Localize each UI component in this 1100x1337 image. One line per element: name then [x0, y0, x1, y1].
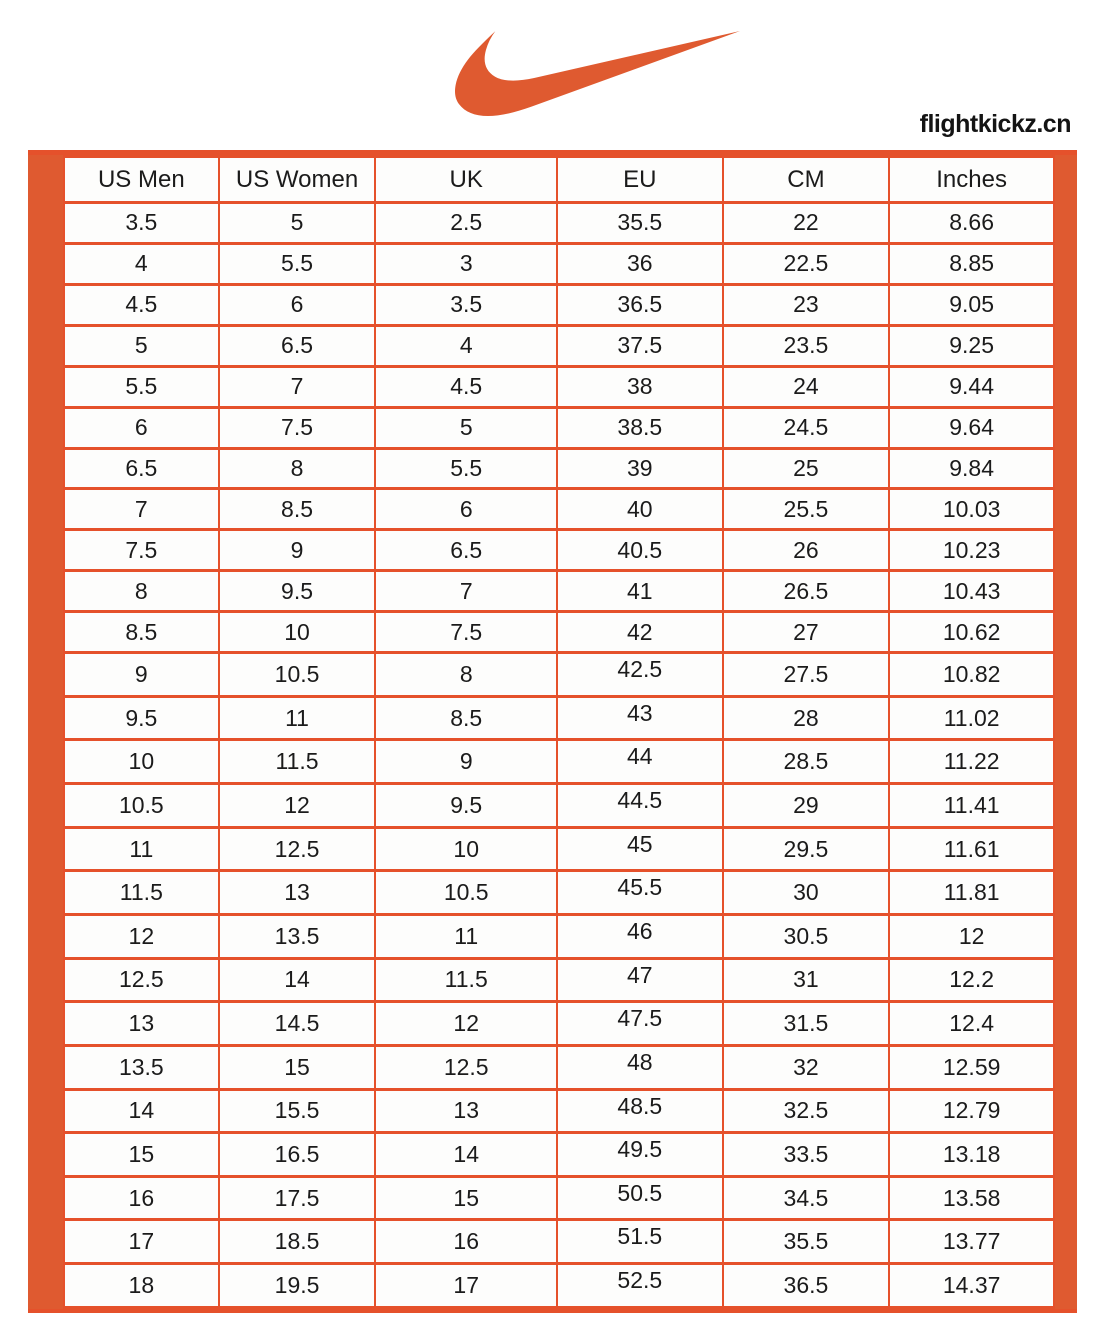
table-row — [64, 1133, 1054, 1177]
size-cell-eu: 42 — [557, 612, 723, 653]
size-cell-uk: 3.5 — [375, 284, 557, 325]
column-header-eu: EU — [557, 157, 723, 203]
size-cell-cm: 25 — [723, 448, 890, 489]
size-cell-eu: 45.5 — [557, 871, 723, 915]
table-row — [64, 1264, 1054, 1308]
size-cell-us-men: 6 — [64, 407, 219, 448]
size-cell-uk: 10.5 — [375, 871, 557, 915]
size-cell-inches: 10.43 — [889, 571, 1054, 612]
table-row — [64, 284, 1054, 325]
size-cell-uk: 9.5 — [375, 784, 557, 828]
size-cell-inches: 12.2 — [889, 958, 1054, 1002]
size-cell-us-men: 8 — [64, 571, 219, 612]
size-cell-inches: 12.4 — [889, 1002, 1054, 1046]
size-cell-inches: 11.61 — [889, 827, 1054, 871]
size-cell-cm: 28 — [723, 696, 890, 740]
size-cell-eu: 40.5 — [557, 530, 723, 571]
size-cell-us-women: 19.5 — [219, 1264, 376, 1308]
size-cell-us-men: 3.5 — [64, 203, 219, 244]
size-cell-cm: 27.5 — [723, 653, 890, 697]
size-cell-eu: 40 — [557, 489, 723, 530]
size-cell-uk: 12.5 — [375, 1045, 557, 1089]
size-cell-us-women: 11 — [219, 696, 376, 740]
size-cell-us-men: 7.5 — [64, 530, 219, 571]
size-cell-inches: 8.85 — [889, 243, 1054, 284]
size-cell-cm: 35.5 — [723, 1220, 890, 1264]
table-row — [64, 958, 1054, 1002]
size-cell-us-women: 6 — [219, 284, 376, 325]
size-cell-eu: 47.5 — [557, 1002, 723, 1046]
size-cell-cm: 30 — [723, 871, 890, 915]
size-cell-uk: 5 — [375, 407, 557, 448]
size-cell-uk: 13 — [375, 1089, 557, 1133]
column-header-uk: UK — [375, 157, 557, 203]
size-cell-cm: 23 — [723, 284, 890, 325]
size-cell-us-women: 9.5 — [219, 571, 376, 612]
size-cell-uk: 2.5 — [375, 203, 557, 244]
size-cell-us-men: 12.5 — [64, 958, 219, 1002]
size-cell-us-men: 15 — [64, 1133, 219, 1177]
size-cell-uk: 15 — [375, 1176, 557, 1220]
size-cell-us-women: 5.5 — [219, 243, 376, 284]
size-cell-us-women: 11.5 — [219, 740, 376, 784]
size-cell-us-men: 7 — [64, 489, 219, 530]
size-cell-inches: 9.25 — [889, 325, 1054, 366]
size-cell-inches: 11.81 — [889, 871, 1054, 915]
size-cell-us-women: 15.5 — [219, 1089, 376, 1133]
size-cell-eu: 36.5 — [557, 284, 723, 325]
size-cell-us-women: 12.5 — [219, 827, 376, 871]
size-cell-cm: 32 — [723, 1045, 890, 1089]
size-cell-eu: 38 — [557, 366, 723, 407]
size-cell-eu: 47 — [557, 958, 723, 1002]
size-cell-us-women: 15 — [219, 1045, 376, 1089]
size-cell-us-men: 10 — [64, 740, 219, 784]
table-row — [64, 448, 1054, 489]
table-row — [64, 696, 1054, 740]
size-cell-inches: 11.02 — [889, 696, 1054, 740]
size-cell-us-men: 5 — [64, 325, 219, 366]
size-cell-cm: 34.5 — [723, 1176, 890, 1220]
size-cell-cm: 25.5 — [723, 489, 890, 530]
size-cell-cm: 28.5 — [723, 740, 890, 784]
size-cell-us-women: 10.5 — [219, 653, 376, 697]
size-cell-eu: 39 — [557, 448, 723, 489]
size-cell-eu: 45 — [557, 827, 723, 871]
size-cell-cm: 23.5 — [723, 325, 890, 366]
size-cell-us-men: 5.5 — [64, 366, 219, 407]
table-row — [64, 1220, 1054, 1264]
size-cell-us-women: 5 — [219, 203, 376, 244]
size-cell-cm: 30.5 — [723, 914, 890, 958]
table-row — [64, 612, 1054, 653]
table-row — [64, 325, 1054, 366]
size-cell-us-women: 14 — [219, 958, 376, 1002]
size-cell-eu: 46 — [557, 914, 723, 958]
size-chart — [28, 150, 1077, 1313]
size-cell-cm: 33.5 — [723, 1133, 890, 1177]
size-cell-us-women: 8.5 — [219, 489, 376, 530]
table-row — [64, 530, 1054, 571]
table-row — [64, 871, 1054, 915]
size-cell-eu: 48 — [557, 1045, 723, 1089]
nike-logo — [455, 30, 740, 117]
size-cell-inches: 10.23 — [889, 530, 1054, 571]
size-cell-eu: 42.5 — [557, 653, 723, 697]
table-row — [64, 1089, 1054, 1133]
size-cell-inches: 10.62 — [889, 612, 1054, 653]
size-cell-us-men: 6.5 — [64, 448, 219, 489]
size-cell-eu: 44 — [557, 740, 723, 784]
size-cell-uk: 10 — [375, 827, 557, 871]
size-cell-uk: 11.5 — [375, 958, 557, 1002]
size-cell-inches: 10.03 — [889, 489, 1054, 530]
size-cell-inches: 8.66 — [889, 203, 1054, 244]
size-cell-us-men: 13 — [64, 1002, 219, 1046]
right-accent-bar — [1055, 155, 1077, 1309]
size-cell-us-women: 14.5 — [219, 1002, 376, 1046]
size-cell-cm: 26.5 — [723, 571, 890, 612]
table-row — [64, 1045, 1054, 1089]
size-cell-us-women: 10 — [219, 612, 376, 653]
size-cell-uk: 9 — [375, 740, 557, 784]
size-cell-us-men: 18 — [64, 1264, 219, 1308]
size-cell-uk: 14 — [375, 1133, 557, 1177]
size-cell-us-women: 9 — [219, 530, 376, 571]
size-cell-us-men: 11.5 — [64, 871, 219, 915]
size-cell-cm: 27 — [723, 612, 890, 653]
size-cell-inches: 9.44 — [889, 366, 1054, 407]
table-row — [64, 407, 1054, 448]
table-row — [64, 203, 1054, 244]
table-row — [64, 1002, 1054, 1046]
size-cell-inches: 12 — [889, 914, 1054, 958]
size-cell-uk: 8.5 — [375, 696, 557, 740]
size-cell-uk: 3 — [375, 243, 557, 284]
size-cell-uk: 12 — [375, 1002, 557, 1046]
size-cell-inches: 12.79 — [889, 1089, 1054, 1133]
size-cell-eu: 48.5 — [557, 1089, 723, 1133]
size-cell-uk: 5.5 — [375, 448, 557, 489]
site-name: flightkickz.cn — [919, 110, 1071, 138]
size-cell-cm: 31.5 — [723, 1002, 890, 1046]
size-cell-us-men: 9.5 — [64, 696, 219, 740]
table-row — [64, 489, 1054, 530]
left-accent-bar — [28, 155, 63, 1309]
size-cell-uk: 8 — [375, 653, 557, 697]
size-cell-inches: 9.64 — [889, 407, 1054, 448]
size-cell-uk: 4 — [375, 325, 557, 366]
size-conversion-table — [63, 155, 1055, 1309]
table-row — [64, 914, 1054, 958]
size-cell-uk: 11 — [375, 914, 557, 958]
size-cell-us-men: 4.5 — [64, 284, 219, 325]
size-cell-us-women: 6.5 — [219, 325, 376, 366]
size-cell-uk: 7.5 — [375, 612, 557, 653]
size-cell-eu: 38.5 — [557, 407, 723, 448]
size-cell-us-men: 14 — [64, 1089, 219, 1133]
size-cell-eu: 35.5 — [557, 203, 723, 244]
size-cell-us-women: 17.5 — [219, 1176, 376, 1220]
size-cell-inches: 14.37 — [889, 1264, 1054, 1308]
size-cell-us-men: 11 — [64, 827, 219, 871]
column-header-cm: CM — [723, 157, 890, 203]
size-cell-inches: 9.05 — [889, 284, 1054, 325]
size-cell-us-men: 9 — [64, 653, 219, 697]
table-row — [64, 1176, 1054, 1220]
nike-swoosh-icon — [455, 30, 740, 117]
table-row — [64, 653, 1054, 697]
size-cell-inches: 13.77 — [889, 1220, 1054, 1264]
size-cell-cm: 32.5 — [723, 1089, 890, 1133]
size-cell-uk: 16 — [375, 1220, 557, 1264]
size-cell-uk: 7 — [375, 571, 557, 612]
size-cell-uk: 6.5 — [375, 530, 557, 571]
size-cell-us-men: 8.5 — [64, 612, 219, 653]
size-cell-eu: 52.5 — [557, 1264, 723, 1308]
size-cell-us-women: 18.5 — [219, 1220, 376, 1264]
table-row — [64, 827, 1054, 871]
size-cell-cm: 29.5 — [723, 827, 890, 871]
table-row — [64, 243, 1054, 284]
size-cell-us-men: 17 — [64, 1220, 219, 1264]
size-cell-eu: 36 — [557, 243, 723, 284]
size-cell-us-women: 16.5 — [219, 1133, 376, 1177]
size-cell-cm: 24 — [723, 366, 890, 407]
size-cell-cm: 22 — [723, 203, 890, 244]
size-cell-us-women: 7 — [219, 366, 376, 407]
size-cell-eu: 41 — [557, 571, 723, 612]
size-cell-cm: 36.5 — [723, 1264, 890, 1308]
size-cell-us-women: 8 — [219, 448, 376, 489]
size-cell-cm: 22.5 — [723, 243, 890, 284]
size-cell-us-women: 12 — [219, 784, 376, 828]
size-cell-eu: 51.5 — [557, 1220, 723, 1264]
size-cell-uk: 4.5 — [375, 366, 557, 407]
table-row — [64, 740, 1054, 784]
size-cell-cm: 29 — [723, 784, 890, 828]
table-row — [64, 366, 1054, 407]
size-cell-cm: 26 — [723, 530, 890, 571]
size-cell-us-women: 13.5 — [219, 914, 376, 958]
column-header-us-women: US Women — [219, 157, 376, 203]
size-cell-eu: 44.5 — [557, 784, 723, 828]
size-cell-us-men: 12 — [64, 914, 219, 958]
size-cell-inches: 11.41 — [889, 784, 1054, 828]
size-cell-eu: 37.5 — [557, 325, 723, 366]
size-cell-inches: 13.18 — [889, 1133, 1054, 1177]
size-cell-us-men: 10.5 — [64, 784, 219, 828]
size-cell-eu: 50.5 — [557, 1176, 723, 1220]
size-cell-inches: 9.84 — [889, 448, 1054, 489]
size-cell-eu: 49.5 — [557, 1133, 723, 1177]
column-header-us-men: US Men — [64, 157, 219, 203]
header-row — [64, 157, 1054, 203]
table-row — [64, 784, 1054, 828]
size-cell-inches: 11.22 — [889, 740, 1054, 784]
size-cell-inches: 12.59 — [889, 1045, 1054, 1089]
size-cell-cm: 24.5 — [723, 407, 890, 448]
column-header-inches: Inches — [889, 157, 1054, 203]
table-row — [64, 571, 1054, 612]
size-cell-us-women: 7.5 — [219, 407, 376, 448]
size-cell-inches: 10.82 — [889, 653, 1054, 697]
size-cell-us-women: 13 — [219, 871, 376, 915]
size-cell-uk: 17 — [375, 1264, 557, 1308]
size-cell-inches: 13.58 — [889, 1176, 1054, 1220]
size-cell-uk: 6 — [375, 489, 557, 530]
size-cell-cm: 31 — [723, 958, 890, 1002]
size-cell-eu: 43 — [557, 696, 723, 740]
size-cell-us-men: 13.5 — [64, 1045, 219, 1089]
size-cell-us-men: 16 — [64, 1176, 219, 1220]
size-cell-us-men: 4 — [64, 243, 219, 284]
